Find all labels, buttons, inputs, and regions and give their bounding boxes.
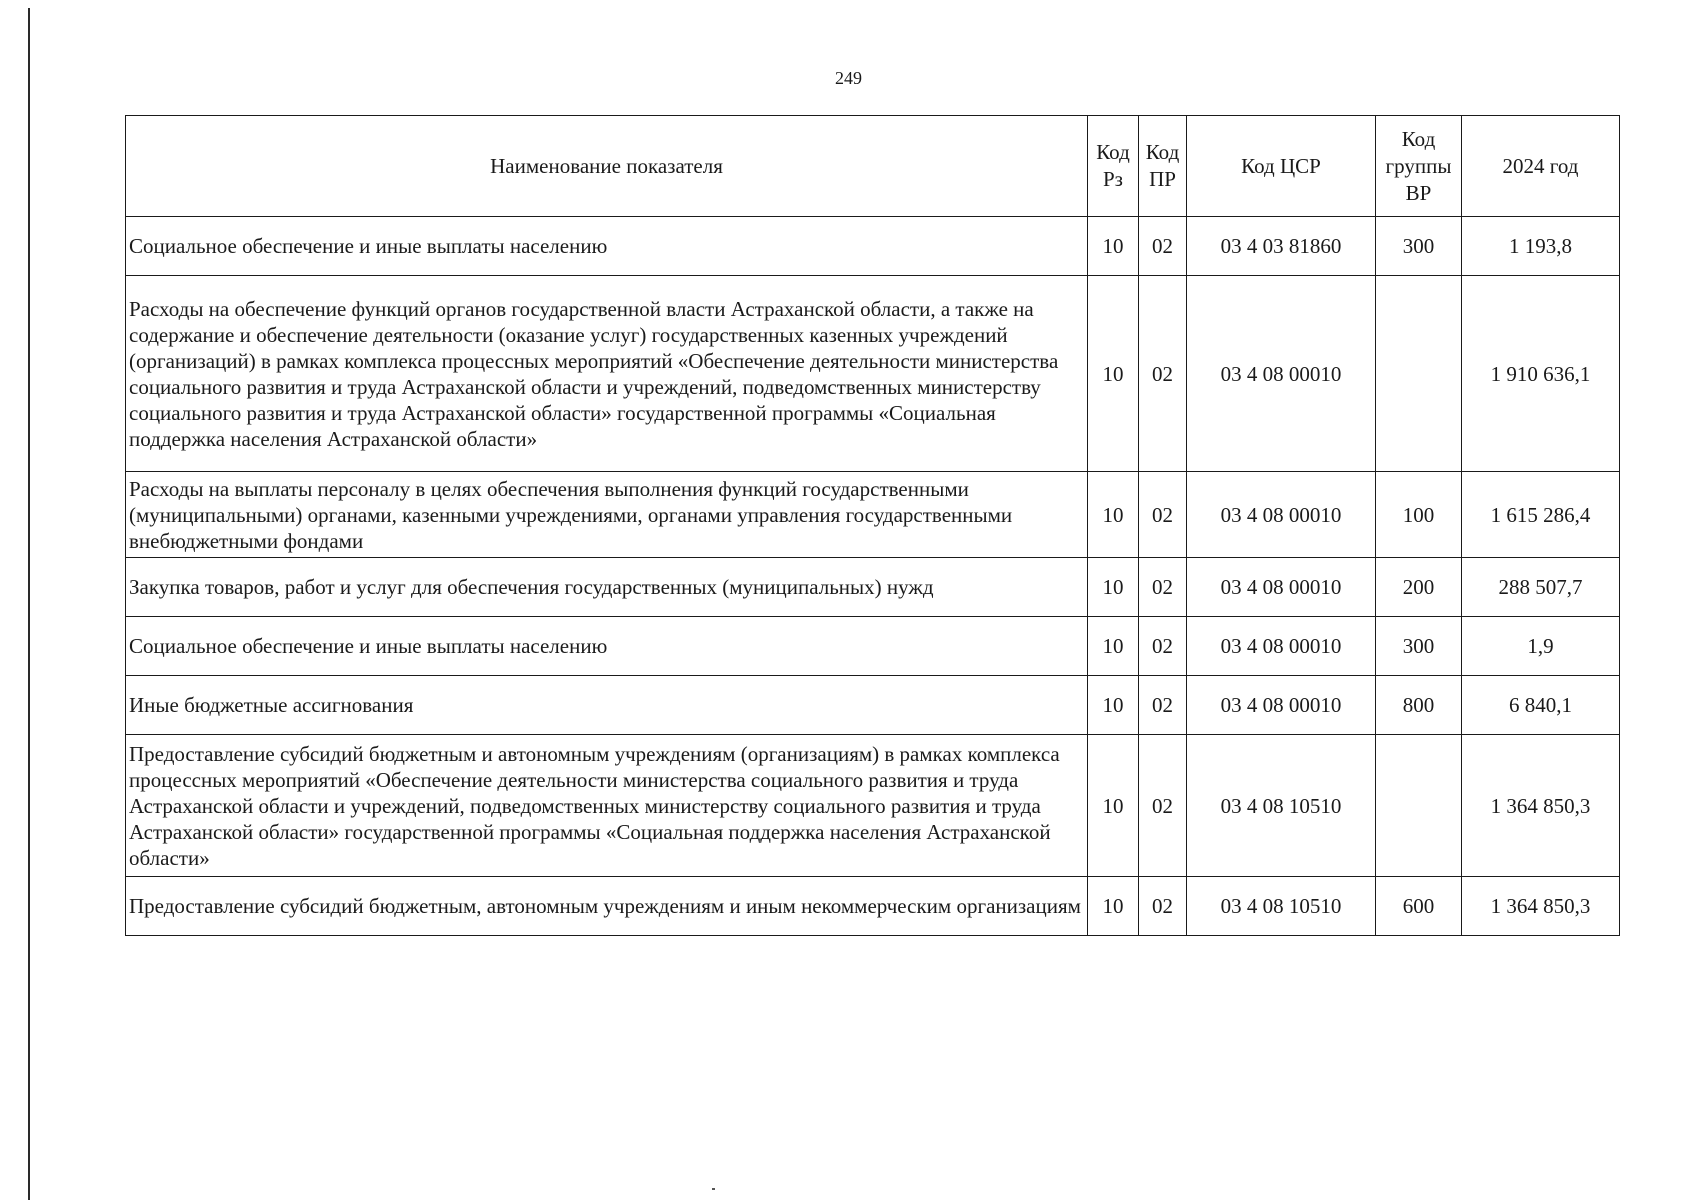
header-vr: Код группы ВР <box>1376 116 1462 217</box>
row-pr: 02 <box>1139 617 1187 676</box>
table-row <box>126 735 1620 877</box>
row-csr: 03 4 08 00010 <box>1187 617 1376 676</box>
row-name: Социальное обеспечение и иные выплаты населению <box>126 217 1088 276</box>
row-pr: 02 <box>1139 217 1187 276</box>
row-name: Расходы на выплаты персоналу в целях обеспечения выполнения функций государственными (муниципальными) органами, казенными учреждениями, органами управления государственными внебюджетными фондами <box>126 472 1088 558</box>
header-pr: Код ПР <box>1139 116 1187 217</box>
row-vr: 100 <box>1376 472 1462 558</box>
row-csr: 03 4 08 00010 <box>1187 472 1376 558</box>
row-csr: 03 4 03 81860 <box>1187 217 1376 276</box>
row-pr: 02 <box>1139 558 1187 617</box>
row-name: Иные бюджетные ассигнования <box>126 676 1088 735</box>
row-rz: 10 <box>1088 472 1139 558</box>
row-rz: 10 <box>1088 735 1139 877</box>
row-pr: 02 <box>1139 676 1187 735</box>
row-pr: 02 <box>1139 735 1187 877</box>
row-amount: 288 507,7 <box>1462 558 1620 617</box>
row-name: Социальное обеспечение и иные выплаты населению <box>126 617 1088 676</box>
page-number: 249 <box>835 68 862 88</box>
row-pr: 02 <box>1139 877 1187 936</box>
row-vr <box>1376 735 1462 877</box>
scan-speck <box>712 1188 715 1190</box>
row-name: Предоставление субсидий бюджетным и автономным учреждениям (организациям) в рамках комплекса процессных мероприятий «Обеспечение деятельности министерства социального развития и труда Астраханской области и учреждений, подведомственных министерству социального развития и труда Астраханской области» государственной программы «Социальная поддержка населения Астраханской области» <box>126 735 1088 877</box>
row-pr: 02 <box>1139 472 1187 558</box>
scan-edge-line <box>28 8 30 1200</box>
row-vr <box>1376 276 1462 472</box>
table-header-row <box>126 116 1620 217</box>
budget-table <box>125 115 1620 936</box>
row-vr: 300 <box>1376 217 1462 276</box>
row-amount: 1 193,8 <box>1462 217 1620 276</box>
table-row <box>126 877 1620 936</box>
row-csr: 03 4 08 10510 <box>1187 735 1376 877</box>
header-csr: Код ЦСР <box>1187 116 1376 217</box>
table-row <box>126 276 1620 472</box>
row-name: Расходы на обеспечение функций органов государственной власти Астраханской области, а также на содержание и обеспечение деятельности (оказание услуг) государственных казенных учреждений (организаций) в рамках комплекса процессных мероприятий «Обеспечение деятельности министерства социального развития и труда Астраханской области и учреждений, подведомственных министерству социального развития и труда Астраханской области» государственной программы «Социальная поддержка населения Астраханской области» <box>126 276 1088 472</box>
header-year: 2024 год <box>1462 116 1620 217</box>
row-amount: 1 615 286,4 <box>1462 472 1620 558</box>
row-csr: 03 4 08 00010 <box>1187 676 1376 735</box>
row-csr: 03 4 08 00010 <box>1187 558 1376 617</box>
header-rz: Код Рз <box>1088 116 1139 217</box>
row-amount: 6 840,1 <box>1462 676 1620 735</box>
row-rz: 10 <box>1088 276 1139 472</box>
row-vr: 200 <box>1376 558 1462 617</box>
row-vr: 600 <box>1376 877 1462 936</box>
row-csr: 03 4 08 10510 <box>1187 877 1376 936</box>
table-row <box>126 472 1620 558</box>
header-name: Наименование показателя <box>126 116 1088 217</box>
row-amount: 1,9 <box>1462 617 1620 676</box>
row-amount: 1 364 850,3 <box>1462 877 1620 936</box>
row-vr: 300 <box>1376 617 1462 676</box>
row-rz: 10 <box>1088 676 1139 735</box>
table-row <box>126 617 1620 676</box>
table-row <box>126 217 1620 276</box>
row-amount: 1 364 850,3 <box>1462 735 1620 877</box>
row-csr: 03 4 08 00010 <box>1187 276 1376 472</box>
row-rz: 10 <box>1088 617 1139 676</box>
table-row <box>126 558 1620 617</box>
row-pr: 02 <box>1139 276 1187 472</box>
row-rz: 10 <box>1088 217 1139 276</box>
row-name: Предоставление субсидий бюджетным, автономным учреждениям и иным некоммерческим организациям <box>126 877 1088 936</box>
table-row <box>126 676 1620 735</box>
row-rz: 10 <box>1088 877 1139 936</box>
row-name: Закупка товаров, работ и услуг для обеспечения государственных (муниципальных) нужд <box>126 558 1088 617</box>
row-vr: 800 <box>1376 676 1462 735</box>
row-rz: 10 <box>1088 558 1139 617</box>
row-amount: 1 910 636,1 <box>1462 276 1620 472</box>
